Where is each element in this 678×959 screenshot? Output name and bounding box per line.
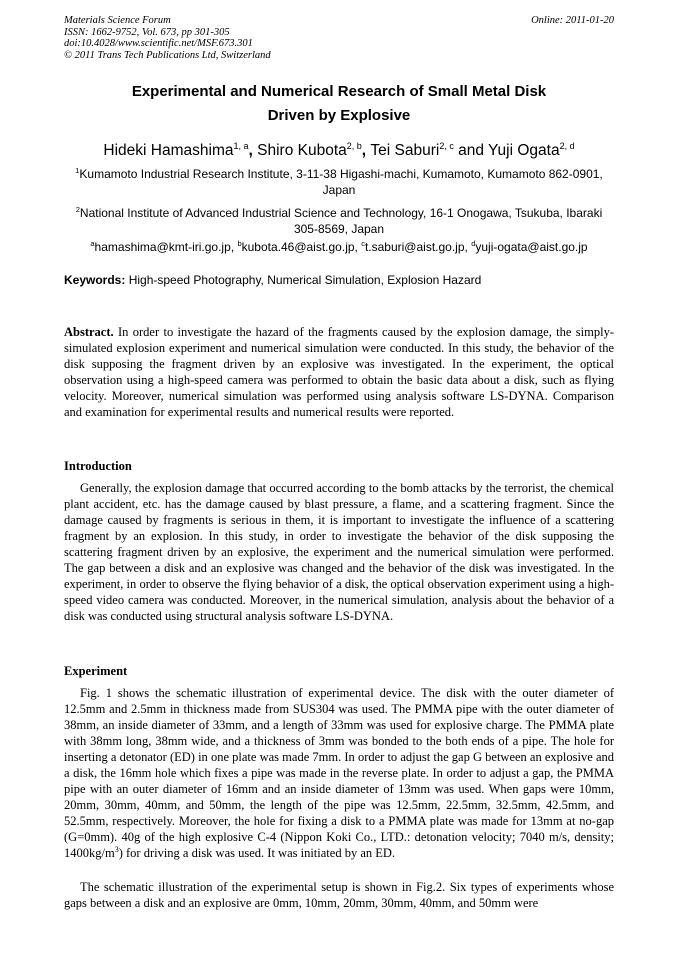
affiliation-number: 2 xyxy=(75,205,80,214)
email-address[interactable]: kubota.46@aist.go.jp xyxy=(241,240,355,254)
affiliation-1 xyxy=(64,163,614,198)
email-separator: , xyxy=(464,240,472,254)
title-line-2: Driven by Explosive xyxy=(267,107,411,124)
email-mark: c xyxy=(361,239,365,248)
experiment-paragraph-1 xyxy=(64,685,614,862)
journal-name: Materials Science Forum xyxy=(64,15,171,26)
introduction-paragraph: Generally, the explosion damage that occurred according to the bomb attacks by the terrorist, the chemical plant accident, etc. has the damage caused by blast pressure, a flame, and a scattering fragment. Since the damage caused by fragments is serious in them, it is important to investigate the influence of a scattering fragment by an explosion. In this study, in order to investigate the behavior of the disk supposing the scattering fragment driven by an explosive, the experiment and the numerical simulation were performed. The gap between a disk and an explosive was changed and the behavior of the disk was investigated. In the experiment, in order to observe the flying behavior of a disk, the optical observation experiment using a high-speed video camera was conducted. Moreover, in the numerical simulation, analysis about the behavior of a disk was conducted using structural analysis software LS-DYNA. xyxy=(64,481,614,624)
email-address[interactable]: yuji-ogata@aist.go.jp xyxy=(475,240,588,254)
affiliation-number: 1 xyxy=(75,166,80,175)
author-affiliation-mark: 2, d xyxy=(559,141,575,151)
paragraph-text: ) for driving a disk was used. It was initiated by an ED. xyxy=(118,846,396,861)
email-address[interactable]: hamashima@kmt-iri.go.jp xyxy=(94,240,231,254)
affiliation-text: Kumamoto Industrial Research Institute, 3-11-38 Higashi-machi, Kumamoto, Kumamoto 862-0901, Japan xyxy=(79,167,603,197)
email-list xyxy=(64,236,614,255)
keywords-label: Keywords: xyxy=(64,273,126,287)
author-name: Tei Saburi xyxy=(370,142,440,159)
online-date: Online: 2011-01-20 xyxy=(531,15,614,26)
title-line-1: Experimental and Numerical Research of Small Metal Disk xyxy=(131,83,547,100)
email-mark: b xyxy=(237,239,242,248)
author-name: Shiro Kubota xyxy=(257,142,347,159)
journal-copyright: © 2011 Trans Tech Publications Ltd, Switzerland xyxy=(64,49,271,61)
author-separator: and xyxy=(453,142,489,159)
author-name: Yuji Ogata xyxy=(488,142,560,159)
experiment-paragraph-2: The schematic illustration of the experimental setup is shown in Fig.2. Six types of experiments whose gaps between a disk and an explosive are 0mm, 10mm, 20mm, 30mm, 40mm, and 50mm were xyxy=(64,880,614,911)
author-affiliation-mark: 2, b xyxy=(346,141,362,151)
keywords xyxy=(64,272,614,288)
email-mark: d xyxy=(471,239,476,248)
journal-doi[interactable]: doi:10.4028/www.scientific.net/MSF.673.301 xyxy=(64,38,253,49)
journal-header xyxy=(64,15,271,61)
abstract-label: Abstract. xyxy=(64,325,114,339)
author-separator: , xyxy=(361,142,371,159)
affiliation-text: National Institute of Advanced Industrial Science and Technology, 16-1 Onogawa, Tsukuba, Ibaraki 305-8569, Japan xyxy=(79,206,603,236)
introduction-heading: Introduction xyxy=(64,459,132,473)
author-affiliation-mark: 1, a xyxy=(233,141,249,151)
email-separator: , xyxy=(230,240,238,254)
abstract xyxy=(64,324,614,420)
experiment-heading: Experiment xyxy=(64,664,128,678)
keywords-text: High-speed Photography, Numerical Simulation, Explosion Hazard xyxy=(125,273,482,287)
author-separator: , xyxy=(248,142,258,159)
author-name: Hideki Hamashima xyxy=(103,142,234,159)
author-affiliation-mark: 2, c xyxy=(439,141,454,151)
abstract-text: In order to investigate the hazard of the fragments caused by the explosion damage, the simply-simulated explosion experiment and numerical simulation were conducted. In this study, the behavior of the disk supposing the fragment driven by an explosive was investigated. In the experiment, the optical observation using a high-speed camera was performed to obtain the basic data about a disk, such as flying velocity. Moreover, numerical simulation was performed using analysis software LS-DYNA. Comparison and examination for experimental results and numerical results were reported. xyxy=(64,325,614,420)
author-list xyxy=(64,135,614,162)
journal-issn: ISSN: 1662-9752, Vol. 673, pp 301-305 xyxy=(64,26,230,38)
email-separator: , xyxy=(354,240,362,254)
email-mark: a xyxy=(90,239,95,248)
unit-exponent: 3 xyxy=(114,845,119,855)
affiliation-2 xyxy=(64,202,614,237)
email-address[interactable]: t.saburi@aist.go.jp xyxy=(364,240,465,254)
paragraph-text: Fig. 1 shows the schematic illustration of experimental device. The disk with the outer diameter of 12.5mm and 2.5mm in thickness made from SUS304 was used. The PMMA pipe with the outer diameter of 38mm, an inside diameter of 33mm, and a length of 33mm was used for explosive charge. The PMMA plate with 38mm long, 38mm wide, and a thickness of 3mm was bonded to the both ends of a pipe. The hole for inserting a detonator (ED) in one plate was made 7mm. In order to adjust the gap G between an explosive and a disk, the 16mm hole which fixes a pipe was made in the reverse plate. In order to adjust a gap, the PMMA pipe with an outer diameter of 16mm and an inside diameter of 13mm was used. When gaps were 10mm, 20mm, 30mm, 40mm, and 50mm, the length of the pipe was 12.5mm, 22.5mm, 32.5mm, 42.5mm, and 52.5mm, respectively. Moreover, the hole for fixing a disk to a PMMA plate was made for 13mm at no-gap (G=0mm). 40g of the high explosive C-4 (Nippon Koki Co., LTD.: detonation velocity; 7040 m/s, density; 1400kg/m xyxy=(64,686,614,861)
paper-title xyxy=(64,80,614,128)
